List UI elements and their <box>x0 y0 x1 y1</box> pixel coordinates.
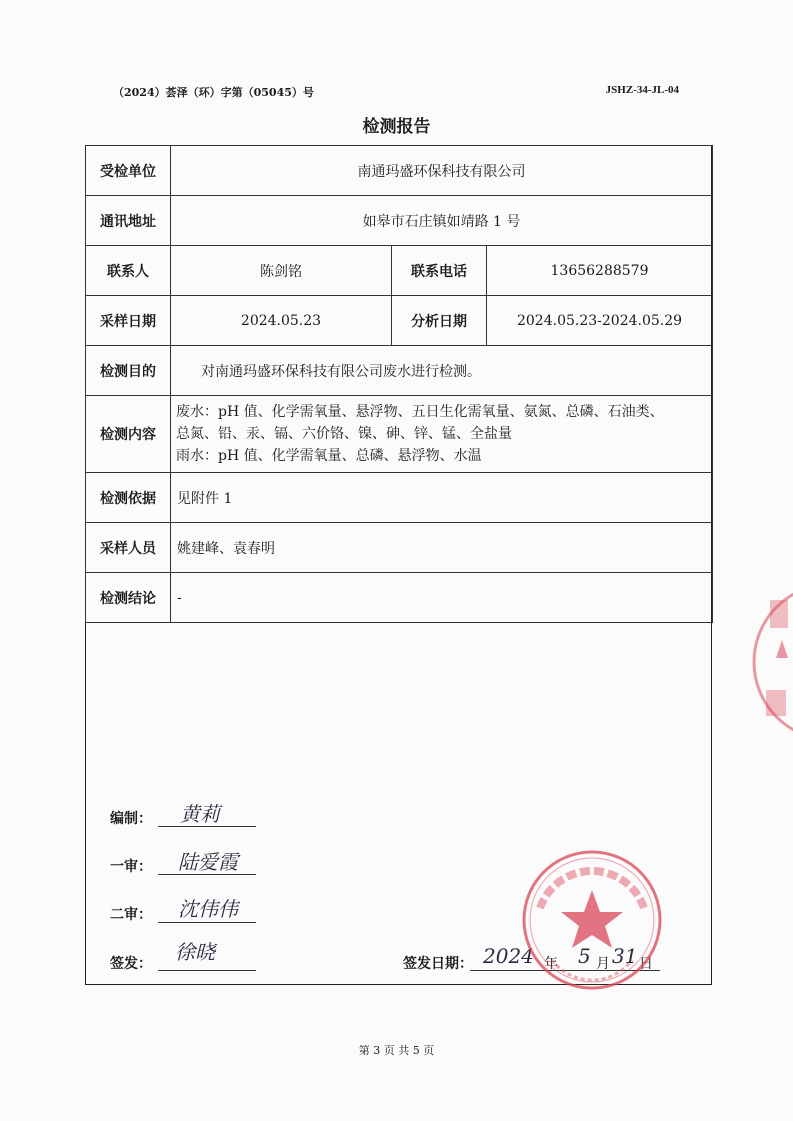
issuer-line <box>158 970 256 971</box>
review1-label: 一审： <box>110 859 152 875</box>
year-unit: 年 <box>544 956 558 972</box>
review2-label: 二审： <box>110 907 152 923</box>
compiler-signature: 黄莉 <box>180 802 220 826</box>
client-value: 南通玛盛环保科技有限公司 <box>171 146 713 196</box>
row-client <box>86 146 713 196</box>
row-purpose <box>86 346 713 396</box>
content-line-1: 废水：pH 值、化学需氧量、悬浮物、五日生化需氧量、氨氮、总磷、石油类、 <box>176 404 664 420</box>
basis-value: 见附件 1 <box>171 473 713 523</box>
sampler-label: 采样人员 <box>86 523 171 573</box>
row-content <box>86 396 713 473</box>
analysis-date-label: 分析日期 <box>392 296 487 346</box>
compiler-label: 编制： <box>110 811 152 827</box>
issue-date-label: 签发日期： <box>403 956 473 972</box>
row-basis <box>86 473 713 523</box>
phone-value: 13656288579 <box>487 246 713 296</box>
client-label: 受检单位 <box>86 146 171 196</box>
row-contact <box>86 246 713 296</box>
issuer-signature: 徐晓 <box>175 940 215 964</box>
report-table <box>85 145 713 623</box>
basis-label: 检测依据 <box>86 473 171 523</box>
sampling-date-value: 2024.05.23 <box>171 296 392 346</box>
review2-line <box>158 922 256 923</box>
issue-day: 31 <box>612 944 638 968</box>
phone-label: 联系电话 <box>392 246 487 296</box>
review2-signature: 沈伟伟 <box>178 897 238 921</box>
row-sampler <box>86 523 713 573</box>
contact-label: 联系人 <box>86 246 171 296</box>
company-seal <box>512 848 672 998</box>
purpose-label: 检测目的 <box>86 346 171 396</box>
row-address <box>86 196 713 246</box>
day-unit: 日 <box>639 956 653 972</box>
address-label: 通讯地址 <box>86 196 171 246</box>
month-unit: 月 <box>596 956 610 972</box>
page-title: 检测报告 <box>362 117 431 137</box>
purpose-value: 对南通玛盛环保科技有限公司废水进行检测。 <box>171 346 713 396</box>
sampler-value: 姚建峰、袁春明 <box>171 523 713 573</box>
page-footer: 第 3 页 共 5 页 <box>358 1044 435 1057</box>
edge-seal <box>752 580 793 745</box>
review1-signature: 陆爱霞 <box>178 850 238 874</box>
analysis-date-value: 2024.05.23-2024.05.29 <box>487 296 713 346</box>
issue-month: 5 <box>578 944 591 968</box>
content-line-3: 雨水：pH 值、化学需氧量、总磷、悬浮物、水温 <box>176 448 482 464</box>
sampling-date-label: 采样日期 <box>86 296 171 346</box>
issuer-label: 签发： <box>110 956 152 972</box>
contact-value: 陈剑铭 <box>171 246 392 296</box>
address-value: 如皋市石庄镇如靖路 1 号 <box>171 196 713 246</box>
conclusion-value: - <box>171 573 713 623</box>
conclusion-label: 检测结论 <box>86 573 171 623</box>
content-label: 检测内容 <box>86 396 171 473</box>
row-conclusion <box>86 573 713 623</box>
row-dates <box>86 296 713 346</box>
form-code: JSHZ-34-JL-04 <box>605 84 679 96</box>
issue-year: 2024 <box>483 944 534 968</box>
content-value <box>171 396 713 473</box>
content-line-2: 总氮、铅、汞、镉、六价铬、镍、砷、锌、锰、全盐量 <box>176 426 512 442</box>
document-number: （2024）荟泽（环）字第（05045）号 <box>113 86 314 99</box>
